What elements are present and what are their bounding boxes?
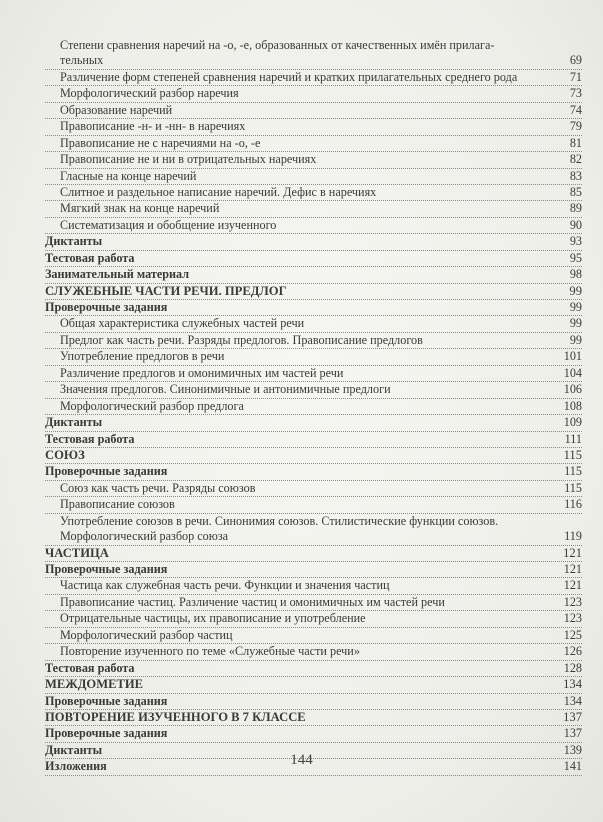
toc-entry-title: Различение предлогов и омонимичных им частей речи [60, 365, 344, 380]
toc-entry-title: ЧАСТИЦА [45, 545, 109, 560]
toc-entry [45, 578, 582, 594]
toc-entry [45, 497, 582, 513]
page-number: 144 [290, 752, 313, 768]
toc-entry-page: 83 [569, 168, 582, 183]
toc-entry-title: Правописание частиц. Различение частиц и омонимичных им частей речи [60, 594, 445, 609]
toc-entry-title: Проверочные задания [45, 300, 168, 315]
toc-entry [45, 86, 582, 102]
toc-entry-title: Тестовая работа [45, 660, 135, 675]
toc-entry-title: Систематизация и обобщение изученного [60, 217, 277, 232]
toc-entry-title: Правописание не и ни в отрицательных наречиях [60, 152, 317, 167]
toc-entry-title: Тестовая работа [45, 431, 135, 446]
toc-entry [45, 382, 582, 398]
toc-entry-page: 99 [569, 300, 582, 314]
toc-entry-page: 123 [563, 594, 582, 609]
toc-entry [45, 234, 582, 250]
toc-entry-title: Правописание союзов [60, 497, 175, 512]
toc-entry [45, 546, 582, 562]
toc-entry [45, 415, 582, 431]
toc-entry-page: 119 [564, 529, 582, 544]
toc-entry [45, 677, 582, 693]
toc-entry-title: Предлог как часть речи. Разряды предлогов. Правописание предлогов [60, 332, 423, 347]
toc-entry [45, 103, 582, 119]
toc-entry-page: 73 [569, 86, 582, 101]
toc-entry-title: Повторение изученного по теме «Служебные части речи» [60, 644, 360, 659]
toc-entry [45, 399, 582, 415]
toc-entry [45, 218, 582, 234]
toc-entry-title: Проверочные задания [45, 464, 168, 479]
toc-entry-title: Тестовая работа [45, 250, 135, 265]
toc-entry [45, 152, 582, 168]
toc-entry-title: Образование наречий [60, 102, 173, 117]
toc-entry-page: 125 [563, 627, 582, 642]
toc-entry-title: Диктанты [45, 742, 103, 757]
toc-entry-page: 95 [569, 250, 582, 265]
toc-entry-page: 115 [564, 464, 582, 479]
toc-entry-title: Диктанты [45, 415, 103, 430]
toc-entry-page: 106 [563, 382, 582, 397]
toc-entry-title: Морфологический разбор наречия [60, 86, 239, 101]
toc-entry-page: 123 [563, 611, 582, 626]
toc-entry-title: Морфологический разбор предлога [60, 398, 244, 413]
toc-entry-page: 90 [569, 217, 582, 232]
toc-entry [45, 661, 582, 677]
toc-entry-page: 101 [563, 349, 582, 364]
toc-entry [45, 726, 582, 742]
toc-entry [45, 562, 582, 578]
toc-entry-title: Диктанты [45, 234, 103, 249]
toc-entry-title: СЛУЖЕБНЫЕ ЧАСТИ РЕЧИ. ПРЕДЛОГ [45, 283, 287, 298]
toc-entry-page: 89 [569, 201, 582, 216]
toc-entry-title: Значения предлогов. Синонимичные и антонимичные предлоги [60, 382, 391, 397]
toc-entry [45, 185, 582, 201]
toc-entry [45, 316, 582, 332]
toc-entry-page: 121 [563, 562, 582, 577]
toc-entry [45, 464, 582, 480]
toc-entry [45, 595, 582, 611]
toc-entry-page: 99 [569, 283, 582, 298]
toc-entry-title: Проверочные задания [45, 562, 168, 577]
toc-entry-title: Слитное и раздельное написание наречий. Дефис в наречиях [60, 184, 377, 199]
toc-entry-page: 98 [569, 267, 582, 282]
toc-entry-page: 93 [569, 234, 582, 249]
toc-entry-page: 137 [563, 726, 582, 741]
toc-entry-page: 121 [563, 578, 582, 593]
toc-entry-page: 74 [569, 102, 582, 117]
toc-entry [45, 644, 582, 660]
toc-entry-page: 99 [569, 332, 582, 347]
toc-entry [45, 349, 582, 365]
toc-entry-page: 108 [563, 398, 582, 413]
toc-entry-title: Союз как часть речи. Разряды союзов [60, 480, 256, 495]
toc-entry-page: 99 [569, 316, 582, 331]
toc-entry-title: Проверочные задания [45, 693, 168, 708]
toc-entry-title: Общая характеристика служебных частей речи [60, 316, 305, 331]
toc-entry [45, 119, 582, 135]
toc-entry-page: 81 [569, 135, 582, 150]
toc-entry-page: 71 [569, 69, 582, 84]
toc-entry [45, 481, 582, 497]
toc-entry [45, 201, 582, 217]
toc-entry-page: 134 [563, 693, 582, 708]
toc-entry [45, 514, 582, 546]
toc-entry-page: 137 [563, 709, 582, 724]
toc-entry [45, 366, 582, 382]
toc-entry-title: СОЮЗ [45, 447, 85, 462]
toc-entry-page: 111 [564, 431, 582, 446]
toc-entry [45, 300, 582, 316]
toc-entry-title: Частица как служебная часть речи. Функции и значения частиц [60, 578, 390, 593]
toc-entry [45, 251, 582, 267]
toc-entry [45, 267, 582, 283]
toc-entry [45, 448, 582, 464]
toc-entry-page: 82 [569, 152, 582, 167]
toc-entry-title: Изложения [45, 759, 107, 774]
toc-entry [45, 694, 582, 710]
toc-entry [45, 70, 582, 86]
toc-entry-page: 79 [569, 119, 582, 134]
toc-entry-page: 85 [569, 184, 582, 199]
toc-entry-title: Употребление союзов в речи. Синонимия союзов. Стилистические функции союзов. Морфологический разбор союза [60, 513, 499, 544]
toc-entry [45, 136, 582, 152]
toc-entry-page: 104 [563, 365, 582, 380]
toc-entry-title: Степени сравнения наречий на -о, -е, образованных от качественных имён прилага- тельных [60, 38, 495, 68]
toc-entry-title: Морфологический разбор частиц [60, 627, 233, 642]
toc-entry [45, 628, 582, 644]
toc-entry-title: Проверочные задания [45, 726, 168, 741]
toc-entry-page: 69 [569, 53, 582, 68]
toc-entry-page: 121 [563, 545, 582, 560]
toc-entry [45, 169, 582, 185]
toc-entry-title: Правописание -н- и -нн- в наречиях [60, 119, 246, 134]
toc-entry-title: Мягкий знак на конце наречий [60, 201, 220, 216]
toc-entry-title: Правописание не с наречиями на -о, -е [60, 135, 261, 150]
toc-entry [45, 284, 582, 300]
table-of-contents [45, 38, 582, 776]
toc-entry-page: 141 [563, 759, 582, 774]
toc-entry-page: 115 [564, 480, 582, 495]
toc-entry-page: 126 [563, 644, 582, 659]
toc-entry [45, 611, 582, 627]
toc-entry [45, 710, 582, 726]
toc-entry-title: Гласные на конце наречий [60, 168, 197, 183]
toc-entry-page: 115 [563, 447, 582, 462]
toc-entry-title: Отрицательные частицы, их правописание и употребление [60, 611, 366, 626]
toc-entry [45, 432, 582, 448]
toc-entry-title: Занимательный материал [45, 267, 190, 282]
toc-entry [45, 38, 582, 70]
toc-entry-title: ПОВТОРЕНИЕ ИЗУЧЕННОГО В 7 КЛАССЕ [45, 709, 306, 724]
toc-entry-page: 109 [563, 415, 582, 430]
toc-entry-title: МЕЖДОМЕТИЕ [45, 677, 144, 692]
toc-entry-page: 116 [564, 497, 582, 512]
toc-entry-page: 128 [563, 660, 582, 675]
toc-entry-title: Различение форм степеней сравнения наречий и кратких прилагательных среднего рода [60, 69, 518, 84]
toc-entry-page: 134 [563, 677, 582, 692]
toc-entry-page: 139 [563, 742, 582, 757]
toc-entry-title: Употребление предлогов в речи [60, 349, 225, 364]
toc-entry [45, 333, 582, 349]
